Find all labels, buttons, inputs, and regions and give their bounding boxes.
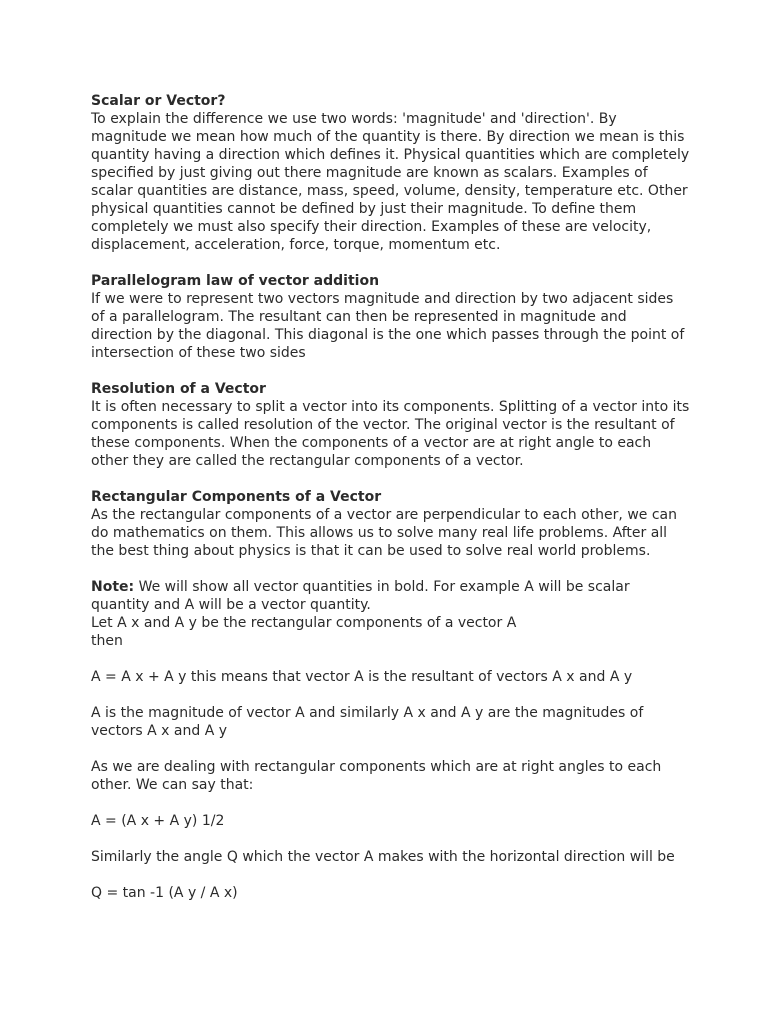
- note-block: [91, 578, 691, 650]
- note-paragraph: [91, 578, 691, 614]
- section-scalar-or-vector: [91, 92, 691, 254]
- section-body: As the rectangular components of a vector are perpendicular to each other, we can do mathematics on them. This allows us to solve many real life problems. After all the best thing about physics is that it can be used to solve real world problems.: [91, 507, 677, 559]
- equation-paragraph: A = (A x + A y) 1/2: [91, 813, 225, 829]
- section-rectangular-components: [91, 488, 691, 560]
- section-resolution-of-vector: [91, 380, 691, 470]
- section-parallelogram-law: [91, 272, 691, 362]
- equation-paragraph: As we are dealing with rectangular components which are at right angles to each other. We can say that:: [91, 759, 662, 793]
- note-line: Let A x and A y be the rectangular components of a vector A: [91, 615, 517, 631]
- section-heading: Resolution of a Vector: [91, 381, 266, 397]
- section-heading: Parallelogram law of vector addition: [91, 273, 380, 289]
- section-body: To explain the difference we use two words: 'magnitude' and 'direction'. By magnitude we mean how much of the quantity is there. By direction we mean is this quantity having a direction which defines it. Physical quantities which are completely specified by just giving out there magnitude are known as scalars. Examples of scalar quantities are distance, mass, speed, volume, density, temperature etc. Other physical quantities cannot be defined by just their magnitude. To define them completely we must also specify their direction. Examples of these are velocity, displacement, acceleration, force, torque, momentum etc.: [91, 111, 690, 253]
- note-label: Note:: [91, 579, 135, 595]
- note-text: We will show all vector quantities in bold. For example A will be scalar quantity and A will be a vector quantity.: [91, 579, 630, 613]
- section-heading: Rectangular Components of a Vector: [91, 489, 382, 505]
- equation-paragraph: Similarly the angle Q which the vector A makes with the horizontal direction will be: [91, 849, 675, 865]
- equation-paragraph: A is the magnitude of vector A and similarly A x and A y are the magnitudes of vectors A x and A y: [91, 705, 644, 739]
- section-heading: Scalar or Vector?: [91, 93, 226, 109]
- note-line: then: [91, 633, 123, 649]
- section-body: If we were to represent two vectors magnitude and direction by two adjacent sides of a parallelogram. The resultant can then be represented in magnitude and direction by the diagonal. This diagonal is the one which passes through the point of intersection of these two sides: [91, 291, 685, 361]
- document-page: [91, 92, 691, 902]
- equation-paragraph: A = A x + A y this means that vector A is the resultant of vectors A x and A y: [91, 669, 633, 685]
- equation-paragraph: Q = tan -1 (A y / A x): [91, 885, 238, 901]
- section-body: It is often necessary to split a vector into its components. Splitting of a vector into its components is called resolution of the vector. The original vector is the resultant of these components. When the components of a vector are at right angle to each other they are called the rectangular components of a vector.: [91, 399, 690, 469]
